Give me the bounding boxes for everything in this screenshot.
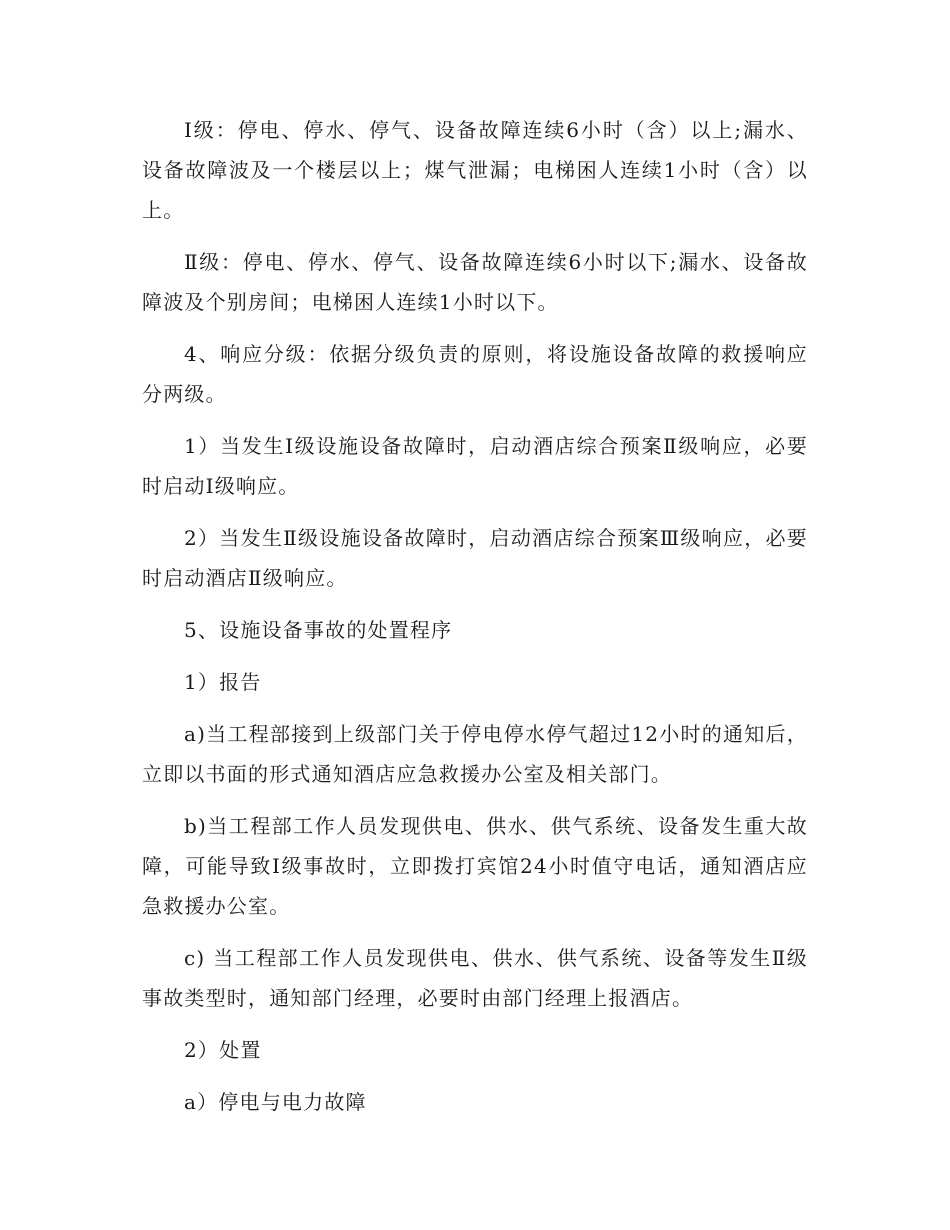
paragraph-report-a: a)当工程部接到上级部门关于停电停水停气超过12小时的通知后，立即以书面的形式通知酒店应急救援办公室及相关部门。	[142, 722, 808, 786]
paragraph-response-grading: 4、响应分级：依据分级负责的原则，将设施设备故障的救援响应分两级。	[142, 342, 808, 406]
paragraph-level-2-definition: Ⅱ级：停电、停水、停气、设备故障连续6小时以下;漏水、设备故障波及个别房间；电梯困人连续1小时以下。	[142, 250, 808, 314]
subheading-report: 1）报告	[184, 670, 262, 694]
document-body	[142, 110, 808, 1134]
paragraph-level-1-definition: Ⅰ级：停电、停水、停气、设备故障连续6小时（含）以上;漏水、设备故障波及一个楼层以上；煤气泄漏；电梯困人连续1小时（含）以上。	[142, 118, 808, 222]
paragraph-response-2: 2）当发生Ⅱ级设施设备故障时，启动酒店综合预案Ⅲ级响应，必要时启动酒店Ⅱ级响应。	[142, 526, 808, 590]
section-heading-procedure: 5、设施设备事故的处置程序	[184, 618, 453, 642]
subheading-disposal: 2）处置	[184, 1038, 262, 1062]
paragraph-report-b: b)当工程部工作人员发现供电、供水、供气系统、设备发生重大故障，可能导致Ⅰ级事故时，立即拨打宾馆24小时值守电话，通知酒店应急救援办公室。	[142, 814, 808, 918]
subheading-power-failure: a）停电与电力故障	[184, 1090, 367, 1114]
paragraph-response-1: 1）当发生Ⅰ级设施设备故障时，启动酒店综合预案Ⅱ级响应，必要时启动Ⅰ级响应。	[142, 434, 808, 498]
paragraph-report-c: c) 当工程部工作人员发现供电、供水、供气系统、设备等发生Ⅱ级事故类型时，通知部门经理，必要时由部门经理上报酒店。	[142, 946, 808, 1010]
